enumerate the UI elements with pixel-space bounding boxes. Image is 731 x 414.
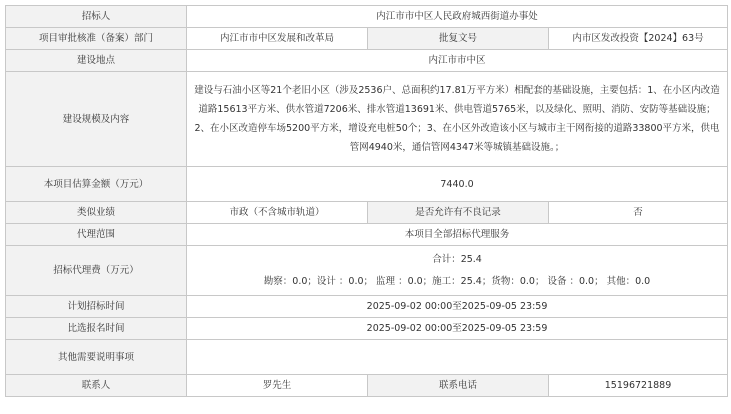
performance-value: 市政（不含城市轨道） [187, 202, 368, 224]
contact-phone-value: 15196721889 [549, 375, 728, 397]
contact-person-value: 罗先生 [187, 375, 368, 397]
approval-doc-label: 批复文号 [368, 28, 549, 50]
agency-scope-value: 本项目全部招标代理服务 [187, 224, 728, 246]
agency-scope-label: 代理范围 [6, 224, 187, 246]
register-time-label: 比选报名时间 [6, 318, 187, 340]
table-row [6, 375, 728, 397]
scope-description: 建设与石油小区等21个老旧小区（涉及2536户、总面积约17.81万平方米）相配套的基础设施，主要包括：1、在小区内改造道路15613平方米、供水管道7206米、排水管道13691米、供电管道5765米，以及绿化、照明、消防、安防等基础设施；2、在小区改造停车场5200平方米，增设充电桩50个；3、在小区外改造该小区与城市主干网衔接的道路33800平方米，供电管网4940米，通信管网4347米等城镇基础设施。； [187, 72, 728, 167]
other-notes-label: 其他需要说明事项 [6, 340, 187, 375]
approval-doc-value: 内市区发改投资【2024】63号 [549, 28, 728, 50]
other-notes-value [187, 340, 728, 375]
table-row [6, 72, 728, 167]
tenderer-label: 招标人 [6, 6, 187, 28]
table-row [6, 296, 728, 318]
location-value: 内江市市中区 [187, 50, 728, 72]
plan-time-value: 2025-09-02 00:00至2025-09-05 23:59 [187, 296, 728, 318]
agency-fee-label: 招标代理费（万元） [6, 246, 187, 296]
project-info-table [5, 5, 728, 397]
tenderer-value: 内江市市中区人民政府城西街道办事处 [187, 6, 728, 28]
contact-person-label: 联系人 [6, 375, 187, 397]
register-time-value: 2025-09-02 00:00至2025-09-05 23:59 [187, 318, 728, 340]
scope-label: 建设规模及内容 [6, 72, 187, 167]
approval-dept-label: 项目审批核准（备案）部门 [6, 28, 187, 50]
table-row [6, 340, 728, 375]
table-row [6, 28, 728, 50]
agency-fee-total: 合计：25.4 [432, 253, 482, 265]
approval-dept-value: 内江市市中区发展和改革局 [187, 28, 368, 50]
table-row [6, 50, 728, 72]
table-row [6, 6, 728, 28]
location-label: 建设地点 [6, 50, 187, 72]
table-row [6, 246, 728, 296]
contact-phone-label: 联系电话 [368, 375, 549, 397]
plan-time-label: 计划招标时间 [6, 296, 187, 318]
budget-label: 本项目估算金额（万元） [6, 167, 187, 202]
agency-fee-breakdown: 勘察：0.0；设计 ：0.0； 监理 ：0.0；施工：25.4；货物：0.0； 设备 ：0.0； 其他：0.0 [263, 275, 651, 287]
performance-label: 类似业绩 [6, 202, 187, 224]
agency-fee-value [187, 246, 728, 296]
bad-record-value: 否 [549, 202, 728, 224]
bad-record-label: 是否允许有不良记录 [368, 202, 549, 224]
table-row [6, 202, 728, 224]
budget-value: 7440.0 [187, 167, 728, 202]
table-row [6, 224, 728, 246]
table-row [6, 318, 728, 340]
table-row [6, 167, 728, 202]
